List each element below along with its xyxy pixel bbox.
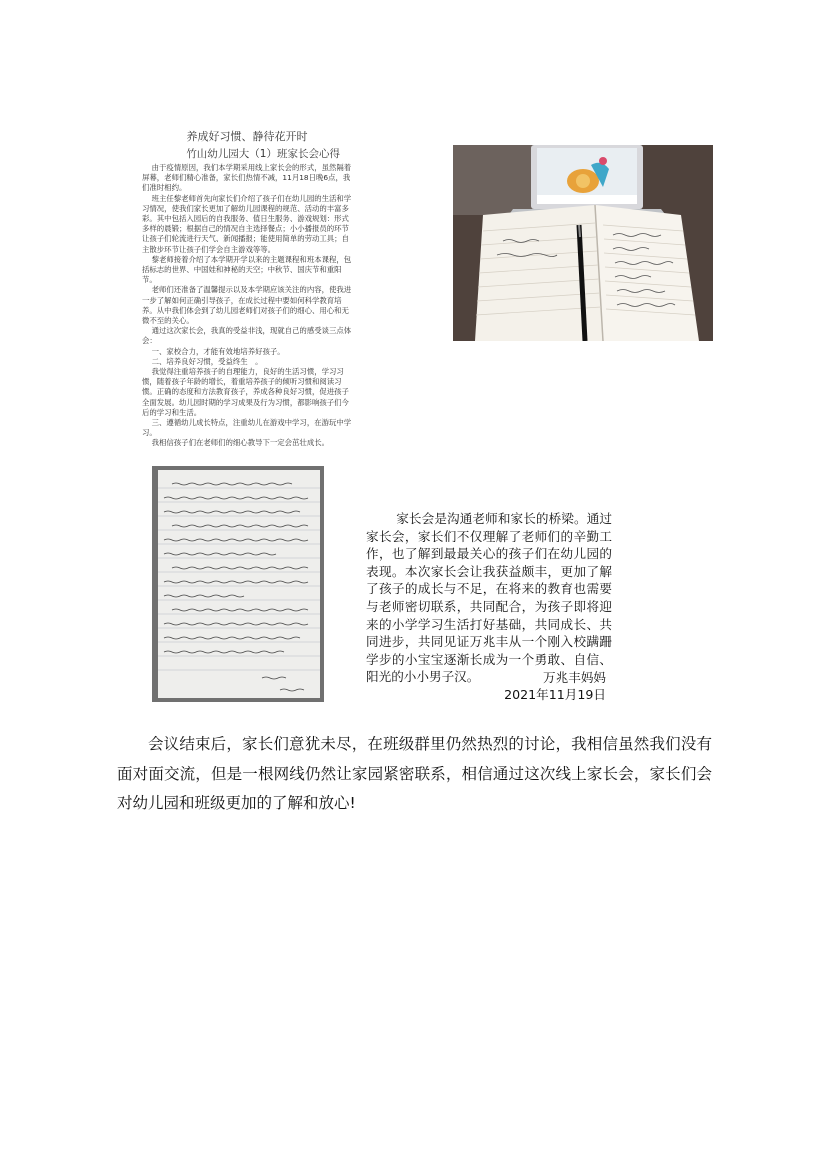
essay-paragraph: 黎老师接着介绍了本学期开学以来的主题课程和班本课程，包括标志的世界、中国娃和神秘的天空；中秋节、国庆节和重阳节。 <box>142 254 352 285</box>
essay-paragraph: 我觉得注重培养孩子的自理能力，良好的生活习惯，学习习惯，随着孩子年龄的增长，着重培养孩子的倾听习惯和阅读习惯。正确的态度和方法教育孩子，养成各种良好习惯，促进孩子全面发展。幼儿园时期的学习成果及行为习惯，都影响孩子们今后的学习和生活。 <box>142 367 349 417</box>
essay-paragraph: 老师们还准备了温馨提示以及本学期应该关注的内容，使我进一步了解如何正确引导孩子，在成长过程中要如何科学教育培养。从中我们体会到了幼儿园老师们对孩子们的细心、用心和无微不至的关心。 <box>142 285 352 326</box>
comment-date: 2021年11月19日 <box>504 687 606 702</box>
handwritten-letter-illustration <box>152 466 324 702</box>
laptop-notebook-photo <box>453 145 713 341</box>
main-paragraph: 会议结束后，家长们意犹未尽，在班级群里仍然热烈的讨论，我相信虽然我们没有面对面交流，但是一根网线仍然让家园紧密联系，相信通过这次线上家长会，家长们会对幼儿园和班级更加的了解和放心! <box>117 735 712 812</box>
essay-subtitle: 竹山幼儿园大（1）班家长会心得 <box>186 148 340 160</box>
parent-comment <box>366 510 612 686</box>
handwritten-letter-photo <box>152 466 324 702</box>
essay-body <box>142 163 352 449</box>
essay-paragraph: 三、遵循幼儿成长特点，注重幼儿在游戏中学习，在游玩中学习。 <box>142 418 352 438</box>
comment-signature: 万兆丰妈妈 <box>543 670 606 685</box>
essay-paragraph: 我相信孩子们在老师们的细心教导下一定会茁壮成长。 <box>151 438 329 448</box>
essay-paragraph: 班主任黎老师首先向家长们介绍了孩子们在幼儿园的生活和学习情况，使我们家长更加了解幼儿园课程的规范、活动的丰富多彩。其中包括入园后的自我服务、值日生服务、游戏规划：形式多样的晨锻；根据自己的情况自主选择餐点；小小播报员的环节让孩子们轮流进行天气、新闻播报；能使用简单的劳动工具；自主散步环节让孩子们学会自主游戏等等。 <box>142 193 352 254</box>
essay-paragraph: 二、培养良好习惯，受益终生 。 <box>151 356 263 366</box>
main-paragraph-block <box>117 730 712 819</box>
essay-title: 养成好习惯、静待花开时 <box>186 130 308 143</box>
essay-paragraph: 一、家校合力，才能有效地培养好孩子。 <box>151 346 285 356</box>
parent-comment-text: 家长会是沟通老师和家长的桥梁。通过家长会，家长们不仅理解了老师们的辛勤工作，也了解到最最关心的孩子们在幼儿园的表现。本次家长会让我获益颇丰，更加了解了孩子的成长与不足，在将来的教育也需要与老师密切联系，共同配合，为孩子即将迎来的小学学习生活打好基础，共同成长、共同进步，共同见证万兆丰从一个刚入校蹒跚学步的小宝宝逐渐长成为一个勇敢、自信、阳光的小小男子汉。 <box>366 511 612 685</box>
essay-paragraph: 由于疫情原因，我们本学期采用线上家长会的形式，虽然隔着屏幕，老师们精心准备，家长们热情不减，11月18日晚6点，我们准时相约。 <box>142 163 352 193</box>
essay-paragraph: 通过这次家长会，我真的受益非浅，现就自己的感受谈三点体会： <box>142 326 352 346</box>
laptop-notebook-illustration <box>453 145 713 341</box>
essay-scan <box>142 128 352 449</box>
